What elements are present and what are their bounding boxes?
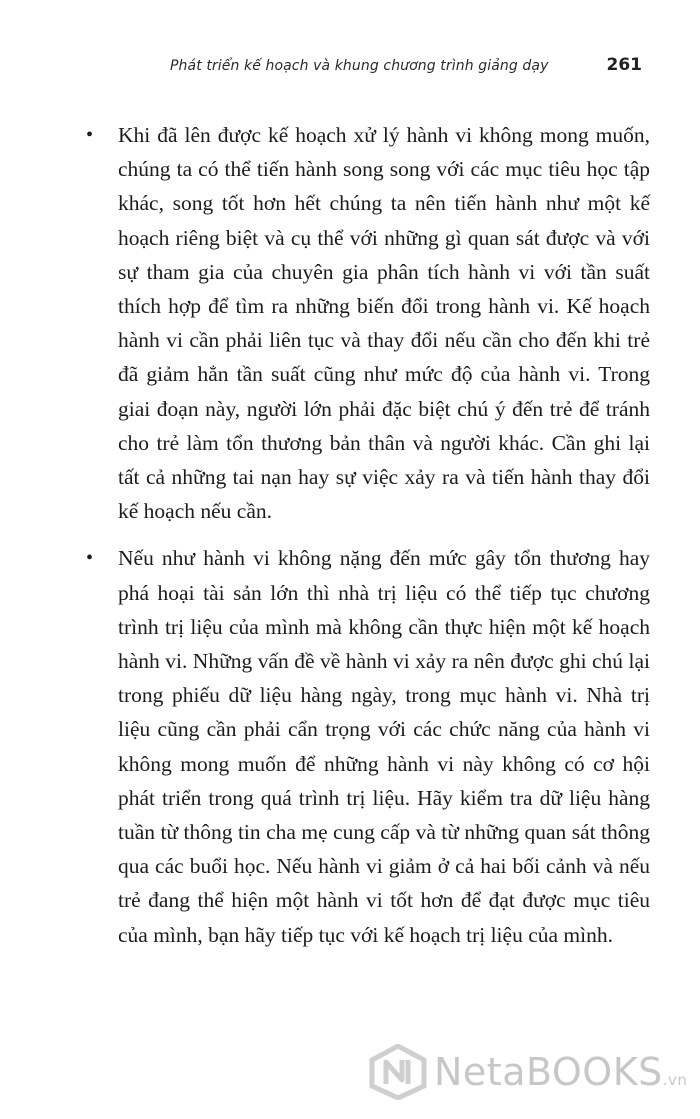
bullet-text: Nếu như hành vi không nặng đến mức gây tổn thương hay phá hoại tài sản lớn thì nhà trị liệu có thể tiếp tục chương trình trị liệu của mình mà không cần thực hiện một kế hoạch hành vi. Những vấn đề về hành vi xảy ra nên được ghi chú lại trong phiếu dữ liệu hàng ngày, trong mục hành vi. Nhà trị liệu cũng cần phải cẩn trọng với các chức năng của hành vi không mong muốn để những hành vi này không có cơ hội phát triển trong quá trình trị liệu. Hãy kiểm tra dữ liệu hàng tuần từ thông tin cha mẹ cung cấp và từ những quan sát thông qua các buổi học. Nếu hành vi giảm ở cả hai bối cảnh và nếu trẻ đang thể hiện một hành vi tốt hơn để đạt được mục tiêu của mình, bạn hãy tiếp tục với kế hoạch trị liệu của mình. (118, 546, 650, 947)
neta-logo-icon (368, 1044, 428, 1100)
bullet-icon: • (86, 124, 94, 146)
running-title: Phát triển kế hoạch và khung chương trình giảng dạy (170, 58, 549, 74)
running-header (0, 52, 700, 82)
watermark-text (434, 1050, 687, 1094)
page-body (84, 118, 650, 965)
watermark (368, 1038, 688, 1108)
watermark-suffix: .vn (662, 1071, 688, 1089)
bullet-icon: • (86, 547, 94, 570)
page-number: 261 (606, 55, 642, 75)
bullet-text: Khi đã lên được kế hoạch xử lý hành vi không mong muốn, chúng ta có thể tiến hành song song với các mục tiêu học tập khác, song tốt hơn hết chúng ta nên tiến hành như một kế hoạch riêng biệt và cụ thể với những gì quan sát được và với sự tham gia của chuyên gia phân tích hành vi với tần suất thích hợp để tìm ra những biến đổi trong hành vi. Kế hoạch hành vi cần phải liên tục và thay đổi nếu cần cho đến khi trẻ đã giảm hẳn tần suất cũng như mức độ của hành vi. Trong giai đoạn này, người lớn phải đặc biệt chú ý đến trẻ để tránh cho trẻ làm tổn thương bản thân và người khác. Cần ghi lại tất cả những tai nạn hay sự việc xảy ra và tiến hành thay đổi kế hoạch nếu cần. (118, 123, 650, 524)
bullet-item (84, 118, 650, 528)
bullet-item (84, 541, 650, 951)
watermark-brand: NetaBOOKS (434, 1050, 663, 1094)
